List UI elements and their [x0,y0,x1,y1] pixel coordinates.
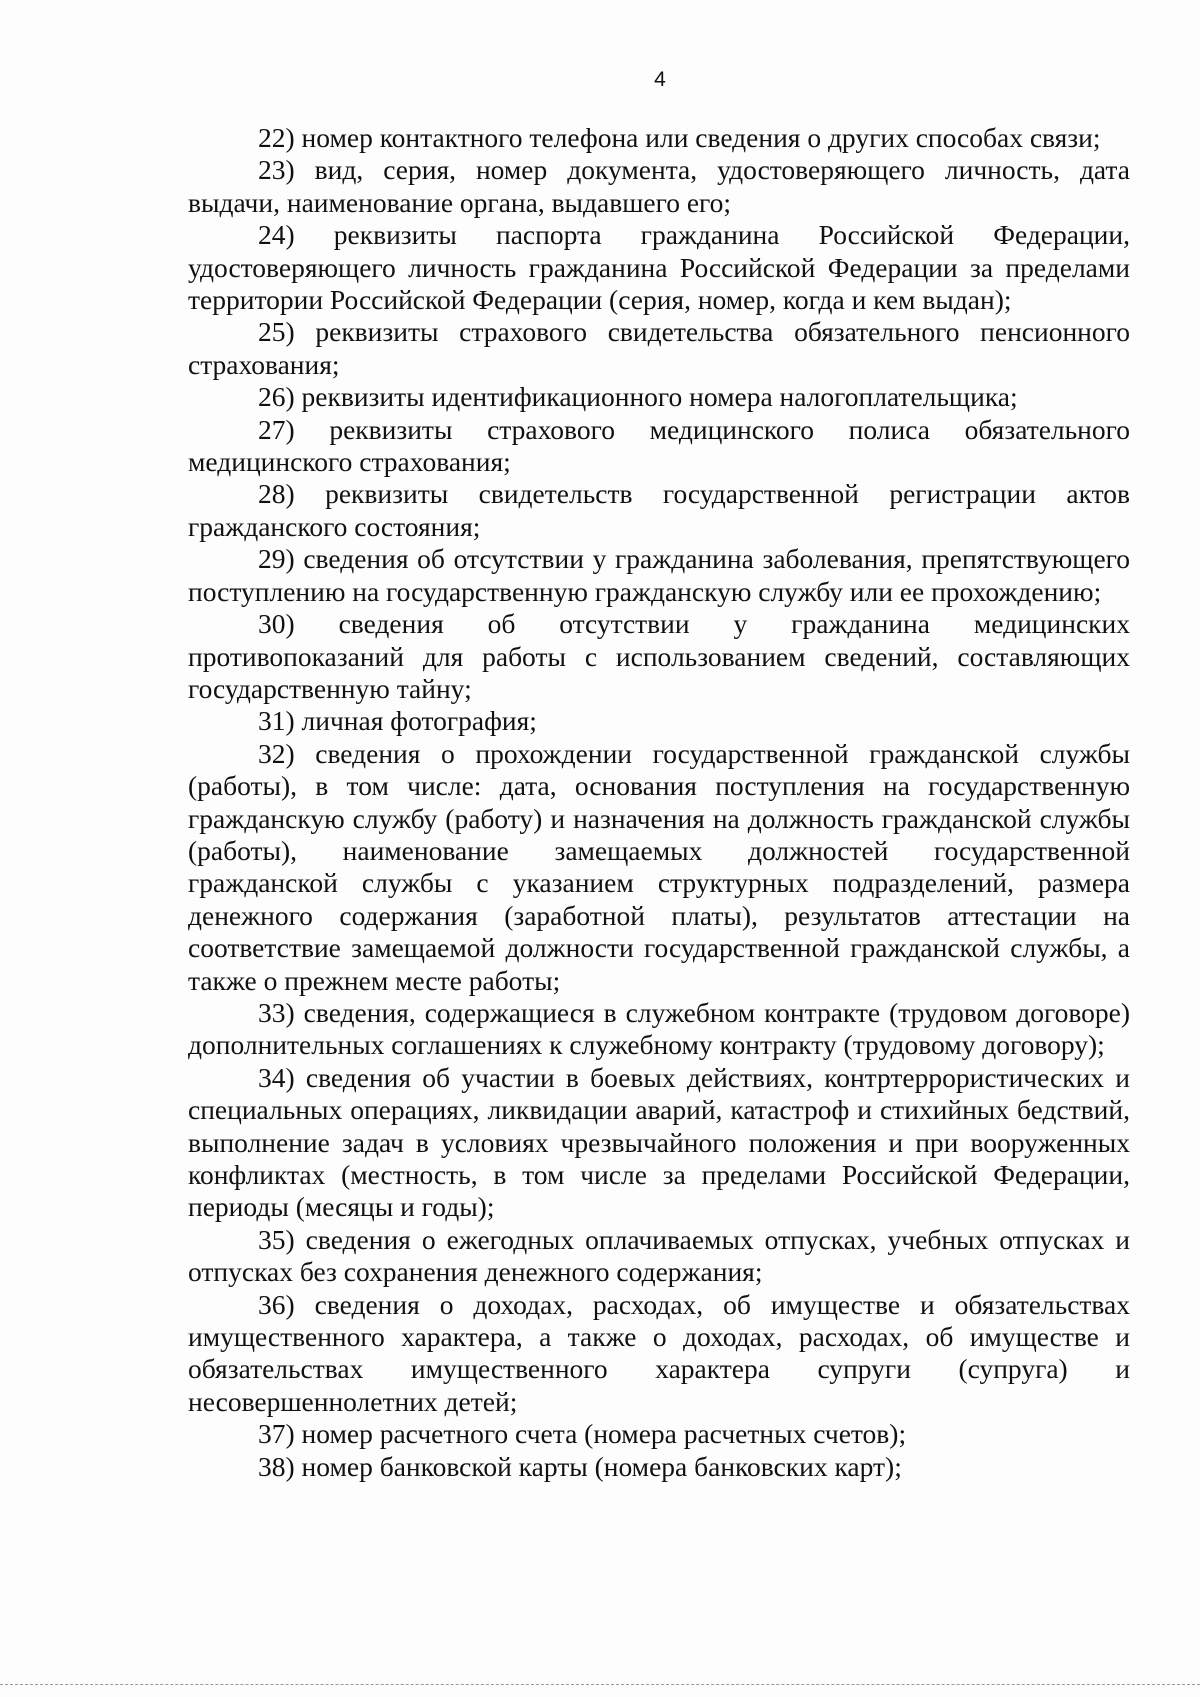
list-item: 23) вид, серия, номер документа, удостоверяющего личность, дата выдачи, наименование органа, выдавшего его; [188,154,1130,218]
list-item: 29) сведения об отсутствии у гражданина заболевания, препятствующего поступлению на государственную гражданскую службу или ее прохождению; [188,543,1130,607]
list-item: 33) сведения, содержащиеся в служебном контракте (трудовом договоре) дополнительных соглашениях к служебному контракту (трудовому договору); [188,996,1130,1061]
list-item: 38) номер банковской карты (номера банковских карт); [258,1450,902,1482]
list-item: 34) сведения об участии в боевых действиях, контртеррористических и специальных операциях, ликвидации аварий, катастроф и стихийных бедствий, выполнение задач в условиях чрезвычайного положения и при вооруженных конфликтах (местность, в том числе за пределами Российской Федерации, периоды (месяцы и годы); [188,1061,1130,1223]
list-item: 22) номер контактного телефона или сведения о других способах связи; [258,122,1101,153]
list-item: 24) реквизиты паспорта гражданина Российской Федерации, удостоверяющего личность гражданина Российской Федерации за пределами территории Российской Федерации (серия, номер, когда и кем выдан); [188,219,1130,316]
document-body [188,122,1130,1483]
list-item: 28) реквизиты свидетельств государственной регистрации актов гражданского состояния; [188,478,1130,542]
scan-edge-line [0,1684,1200,1685]
list-item: 35) сведения о ежегодных оплачиваемых отпусках, учебных отпусках и отпусках без сохранения денежного содержания; [188,1223,1130,1288]
list-item: 26) реквизиты идентификационного номера налогоплательщика; [258,381,1018,413]
list-item: 30) сведения об отсутствии у гражданина медицинских противопоказаний для работы с использованием сведений, составляющих государственную тайну; [188,608,1130,704]
list-item: 31) личная фотография; [258,705,537,737]
list-item: 27) реквизиты страхового медицинского полиса обязательного медицинского страхования; [188,413,1130,478]
list-item: 36) сведения о доходах, расходах, об имуществе и обязательствах имущественного характера, а также о доходах, расходах, об имуществе и обязательствах имущественного характера супруги (супруга) и несовершеннолетних детей; [188,1288,1130,1417]
list-item: 37) номер расчетного счета (номера расчетных счетов); [258,1418,907,1450]
list-item: 25) реквизиты страхового свидетельства обязательного пенсионного страхования; [188,316,1130,380]
list-item: 32) сведения о прохождении государственной гражданской службы (работы), в том числе: дата, основания поступления на государственную гражданскую службу (работу) и назначения на должность гражданской службы (работы), наименование замещаемых должностей государственной гражданской службы с указанием структурных подразделений, размера денежного содержания (заработной платы), результатов аттестации на соответствие замещаемой должности государственной гражданской службы, а также о прежнем месте работы; [188,737,1130,996]
page-number: 4 [654,68,666,91]
